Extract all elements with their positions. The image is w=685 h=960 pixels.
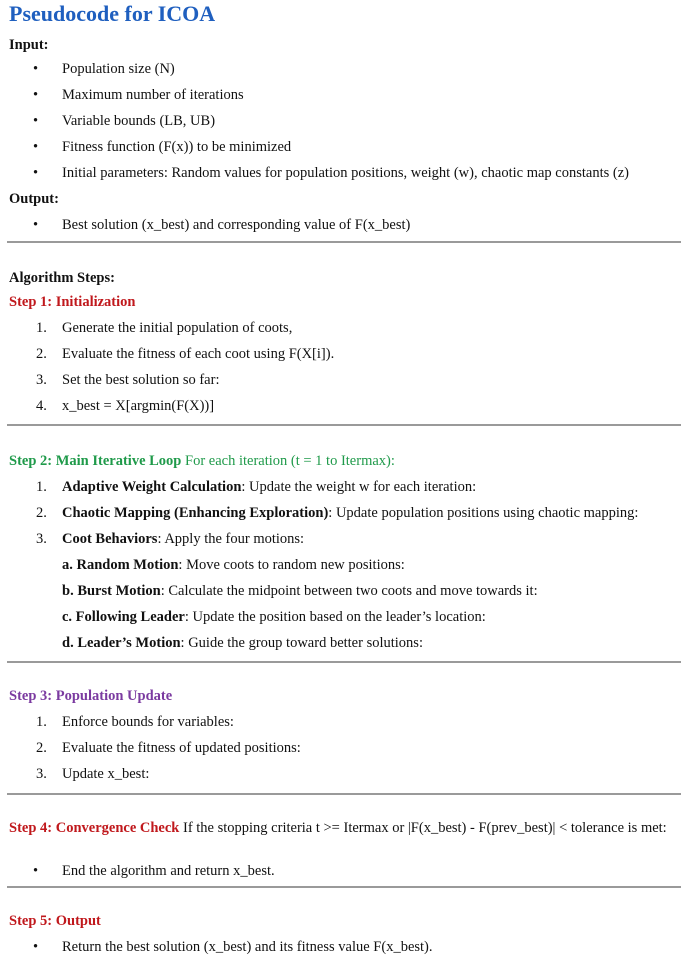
page-title: Pseudocode for ICOA xyxy=(9,1,216,26)
motion-text: : Guide the group toward better solutions: xyxy=(180,635,423,651)
list-number: 2. xyxy=(36,505,47,521)
bullet: • xyxy=(33,61,39,77)
output-item: Best solution (x_best) and corresponding value of F(x_best) xyxy=(62,217,411,233)
input-item: Population size (N) xyxy=(62,61,175,77)
step3-label: Step 3: Population Update xyxy=(9,688,173,704)
bullet: • xyxy=(33,165,39,181)
list-number: 1. xyxy=(36,320,47,336)
motion-item xyxy=(62,634,423,652)
list-number: 1. xyxy=(36,479,47,495)
divider xyxy=(7,793,681,795)
step5-label: Step 5: Output xyxy=(9,913,101,929)
step2-item-title: Chaotic Mapping (Enhancing Exploration) xyxy=(62,505,329,521)
input-item: Fitness function (F(x)) to be minimized xyxy=(62,139,292,155)
motion-item xyxy=(62,582,538,600)
step1-item: Set the best solution so far: xyxy=(62,372,220,388)
bullet: • xyxy=(33,939,39,955)
step3-item: Update x_best: xyxy=(62,766,150,782)
list-number: 3. xyxy=(36,372,47,388)
motion-title: c. Following Leader xyxy=(62,609,185,625)
motion-text: : Move coots to random new positions: xyxy=(178,557,405,573)
bullet: • xyxy=(33,139,39,155)
divider xyxy=(7,241,681,243)
motion-item xyxy=(62,556,405,574)
bullet: • xyxy=(33,217,39,233)
bullet: • xyxy=(33,863,39,879)
step2-item xyxy=(62,530,304,548)
bullet: • xyxy=(33,113,39,129)
divider xyxy=(7,886,681,888)
step2-line xyxy=(9,452,395,470)
input-item: Variable bounds (LB, UB) xyxy=(62,113,216,129)
step4-description: If the stopping criteria t >= Itermax or |F(x_best) - F(prev_best)| < tolerance is met: xyxy=(179,820,667,836)
step2-description: For each iteration (t = 1 to Itermax): xyxy=(181,453,395,469)
step4-label: Step 4: Convergence Check xyxy=(9,820,180,836)
step2-item-title: Coot Behaviors xyxy=(62,531,158,547)
step4-item: End the algorithm and return x_best. xyxy=(62,863,275,879)
step3-item: Enforce bounds for variables: xyxy=(62,714,234,730)
step2-item xyxy=(62,504,638,522)
list-number: 4. xyxy=(36,398,47,414)
step2-item-text: : Update the weight w for each iteration: xyxy=(241,479,477,495)
step2-item-title: Adaptive Weight Calculation xyxy=(62,479,242,495)
motion-title: d. Leader’s Motion xyxy=(62,635,181,651)
input-heading: Input: xyxy=(9,37,49,53)
algorithm-heading: Algorithm Steps: xyxy=(9,270,115,286)
divider xyxy=(7,661,681,663)
step2-item-text: : Apply the four motions: xyxy=(157,531,305,547)
motion-title: b. Burst Motion xyxy=(62,583,161,599)
motion-title: a. Random Motion xyxy=(62,557,179,573)
motion-item xyxy=(62,608,486,626)
bullet: • xyxy=(33,87,39,103)
step1-item: x_best = X[argmin(F(X))] xyxy=(62,398,215,414)
list-number: 3. xyxy=(36,766,47,782)
divider xyxy=(7,424,681,426)
list-number: 2. xyxy=(36,740,47,756)
list-number: 3. xyxy=(36,531,47,547)
step1-item: Evaluate the fitness of each coot using F(X[i]). xyxy=(62,346,335,362)
step3-item: Evaluate the fitness of updated positions: xyxy=(62,740,301,756)
motion-text: : Calculate the midpoint between two coots and move towards it: xyxy=(160,583,538,599)
input-item: Maximum number of iterations xyxy=(62,87,244,103)
list-number: 1. xyxy=(36,714,47,730)
step1-item: Generate the initial population of coots, xyxy=(62,320,293,336)
step2-item-text: : Update population positions using chaotic mapping: xyxy=(328,505,639,521)
step5-item: Return the best solution (x_best) and its fitness value F(x_best). xyxy=(62,939,433,955)
step2-item xyxy=(62,478,476,496)
step2-label: Step 2: Main Iterative Loop xyxy=(9,453,182,469)
motion-text: : Update the position based on the leader’s location: xyxy=(184,609,486,625)
output-heading: Output: xyxy=(9,191,59,207)
step4-line xyxy=(9,819,681,837)
list-number: 2. xyxy=(36,346,47,362)
input-item: Initial parameters: Random values for population positions, weight (w), chaotic map constants (z) xyxy=(62,165,629,181)
step1-label: Step 1: Initialization xyxy=(9,294,136,310)
